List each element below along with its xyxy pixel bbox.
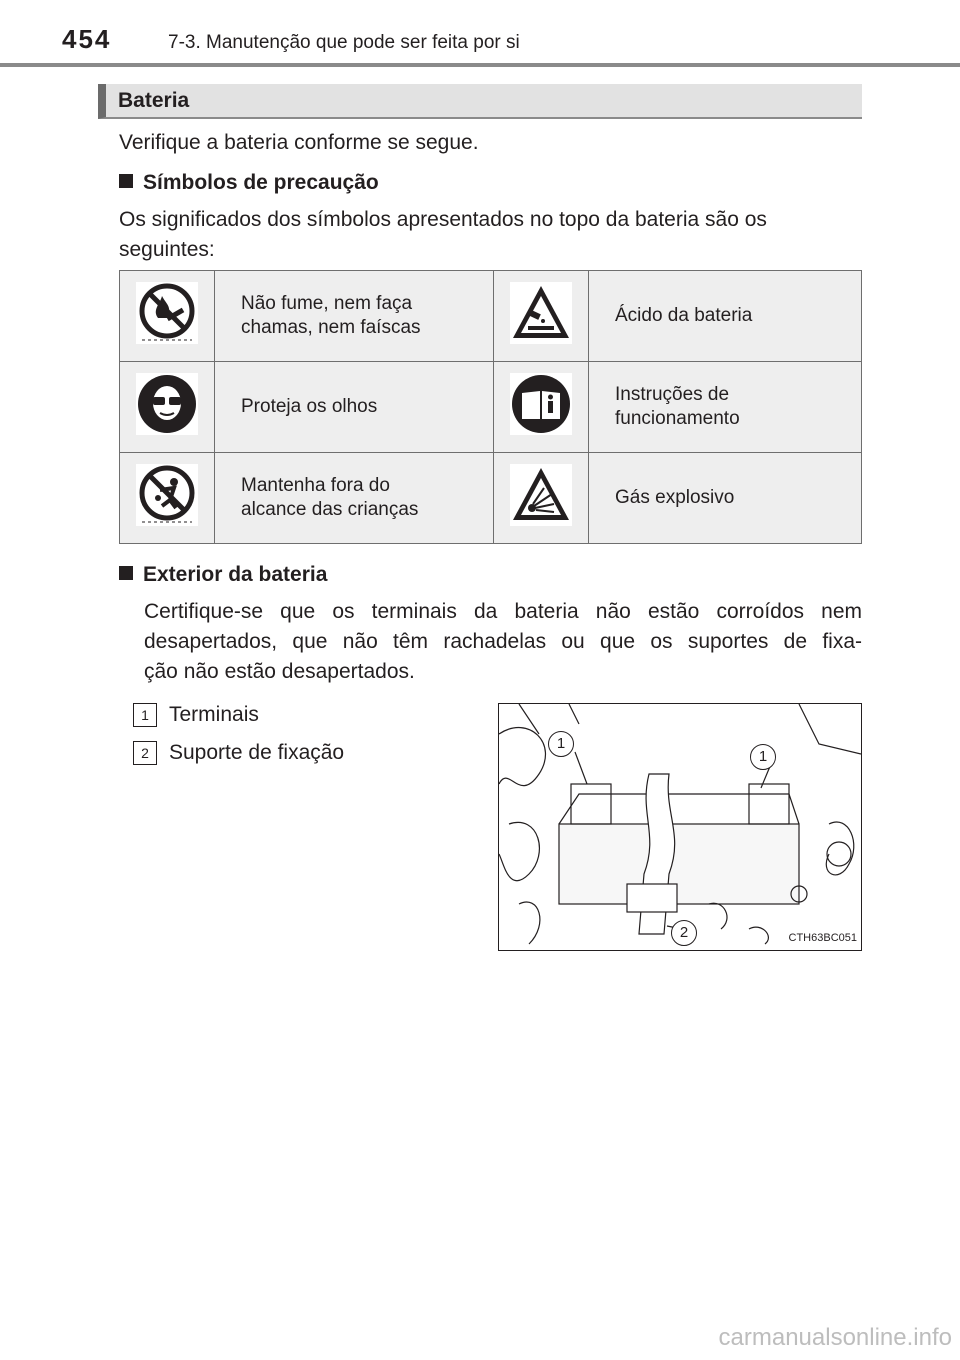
symbol-label: Proteja os olhos xyxy=(241,396,378,417)
read-manual-icon xyxy=(510,373,572,435)
item-number-badge: 1 xyxy=(133,703,157,727)
symbol-label: chamas, nem faíscas xyxy=(241,317,421,338)
symbol-label: Instruções de xyxy=(615,384,730,405)
intro-text: Verifique a bateria conforme se segue. xyxy=(119,131,479,154)
figure-code: CTH63BC051 xyxy=(788,932,857,944)
symbol-label-cell xyxy=(215,271,494,362)
symbol-label-cell xyxy=(589,271,862,362)
callout-bracket: 2 xyxy=(671,920,697,946)
symbol-label: Não fume, nem faça xyxy=(241,293,413,314)
symbol-label: Mantenha fora do xyxy=(241,475,390,496)
eye-protection-icon xyxy=(136,373,198,435)
symbol-label-cell xyxy=(215,362,494,453)
icon-cell xyxy=(120,271,215,362)
table-row xyxy=(120,271,862,362)
page-header xyxy=(0,0,960,70)
symbols-table xyxy=(119,270,862,544)
keep-children-away-icon xyxy=(136,464,198,526)
symbols-description-line1: Os significados dos símbolos apresentados no topo da bateria são os xyxy=(119,208,767,231)
icon-cell xyxy=(120,453,215,544)
item-number-badge: 2 xyxy=(133,741,157,765)
callout-terminal-2: 1 xyxy=(750,744,776,770)
symbol-label-cell xyxy=(215,453,494,544)
symbol-label: Gás explosivo xyxy=(615,487,735,508)
watermark: carmanualsonline.info xyxy=(718,1324,952,1351)
exterior-heading-text: Exterior da bateria xyxy=(143,563,328,586)
exterior-text-line1: Certifique-se que os terminais da bateria não estão corroídos nem xyxy=(144,600,862,623)
symbol-label: alcance das crianças xyxy=(241,499,419,520)
item-label: Suporte de fixação xyxy=(169,741,345,764)
header-rule xyxy=(0,63,960,67)
icon-cell xyxy=(494,362,589,453)
table-row xyxy=(120,362,862,453)
symbol-label-cell xyxy=(589,453,862,544)
square-bullet-icon xyxy=(119,174,133,188)
section-title: Bateria xyxy=(118,89,190,112)
icon-cell xyxy=(494,453,589,544)
symbols-description-line2: seguintes: xyxy=(119,238,215,261)
exterior-text-line3: ção não estão desapertados. xyxy=(144,660,415,683)
explosive-gas-warning-icon xyxy=(510,464,572,526)
item-label: Terminais xyxy=(169,703,259,726)
battery-illustration xyxy=(498,703,862,951)
symbol-label: funcionamento xyxy=(615,408,740,429)
section-bar xyxy=(98,84,862,119)
chapter-title: 7-3. Manutenção que pode ser feita por si xyxy=(168,32,520,53)
table-row xyxy=(120,453,862,544)
square-bullet-icon xyxy=(119,566,133,580)
symbol-label: Ácido da bateria xyxy=(615,305,753,326)
exterior-heading xyxy=(119,560,327,590)
symbols-heading-text: Símbolos de precaução xyxy=(143,171,379,194)
page-number: 454 xyxy=(62,24,112,54)
exterior-text-line2: desapertados, que não têm rachadelas ou que os suportes de fixa- xyxy=(144,630,862,653)
symbol-label-cell xyxy=(589,362,862,453)
icon-cell xyxy=(494,271,589,362)
callout-terminal-1: 1 xyxy=(548,731,574,757)
battery-acid-warning-icon xyxy=(510,282,572,344)
symbols-heading xyxy=(119,168,379,198)
icon-cell xyxy=(120,362,215,453)
no-smoking-flame-icon xyxy=(136,282,198,344)
